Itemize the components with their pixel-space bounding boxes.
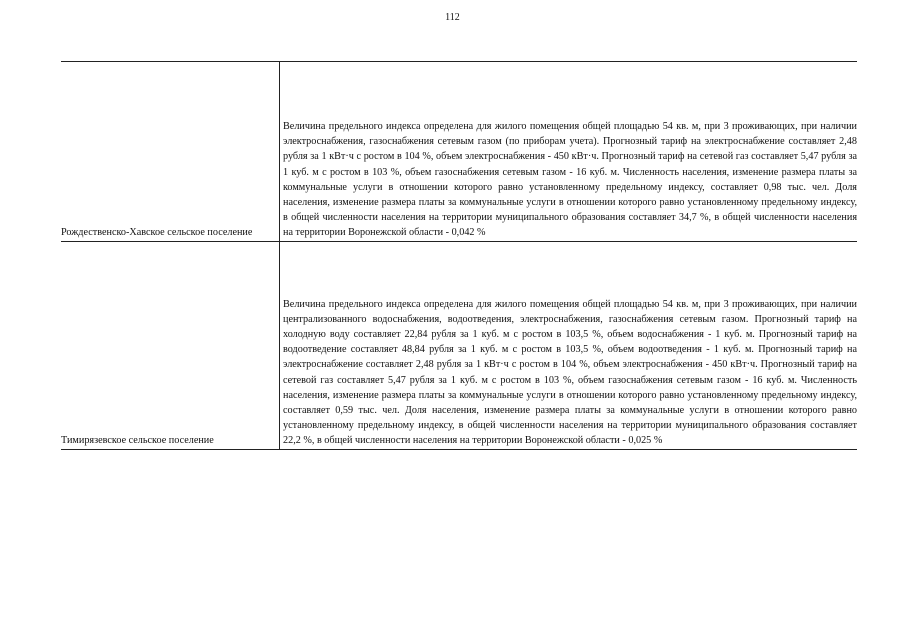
settlement-name: Тимирязевское сельское поселение [61,434,214,446]
table-row [61,242,857,450]
index-table [61,61,857,450]
index-description: Величина предельного индекса определена для жилого помещения общей площадью 54 кв. м, при 3 проживающих, при наличии централизованного водоснабжения, водоотведения, электроснабжения, газоснабжения сетевым газом. Прогнозный тариф на холодную воду составляет 22,84 рубля за 1 куб. м с ростом в 103,5 %, объем водоснабжения - 1 куб. м. Прогнозный тариф на водоотведение составляет 48,84 рубля за 1 куб. м с ростом в 103,5 %, объем водоотведения - 1 куб. м. Прогнозный тариф на электроснабжение составляет 2,48 рубля за 1 кВт·ч с ростом в 104 %, объем электроснабжения - 450 кВт·ч. Прогнозный тариф на сетевой газ составляет 5,47 рубля за 1 куб. м с ростом в 103 %, объем газоснабжения сетевым газом - 16 куб. м. Численность населения, изменение размера платы за коммунальные услуги в отношении которого равно установленному предельному индексу, составляет 0,59 тыс. чел. Доля населения, изменение размера платы за коммунальные услуги в отношении которого равно установленному предельному индексу, в общей численности населения на территории муниципального образования составляет 22,2 %, в общей численности населения на территории Воронежской области - 0,025 % [280,242,858,450]
index-description: Величина предельного индекса определена для жилого помещения общей площадью 54 кв. м, при 3 проживающих, при наличии электроснабжения, газоснабжения сетевым газом (по приборам учета). Прогнозный тариф на электроснабжение составляет 2,48 рубля за 1 кВт·ч с ростом в 104 %, объем электроснабжения - 450 кВт·ч. Прогнозный тариф на сетевой газ составляет 5,47 рубля за 1 куб. м с ростом в 103 %, объем газоснабжения сетевым газом - 16 куб. м. Численность населения, изменение размера платы за коммунальные услуги в отношении которого равно установленному предельному индексу, составляет 0,98 тыс. чел. Доля населения, изменение размера платы за коммунальные услуги в отношении которого равно установленному предельному индексу, в общей численности населения на территории муниципального образования составляет 34,7 %, в общей численности населения на территории Воронежской области - 0,042 % [280,62,858,242]
page-number: 112 [445,12,460,23]
table-row [61,62,857,242]
settlement-name: Рождественско-Хавское сельское поселение [61,226,253,238]
